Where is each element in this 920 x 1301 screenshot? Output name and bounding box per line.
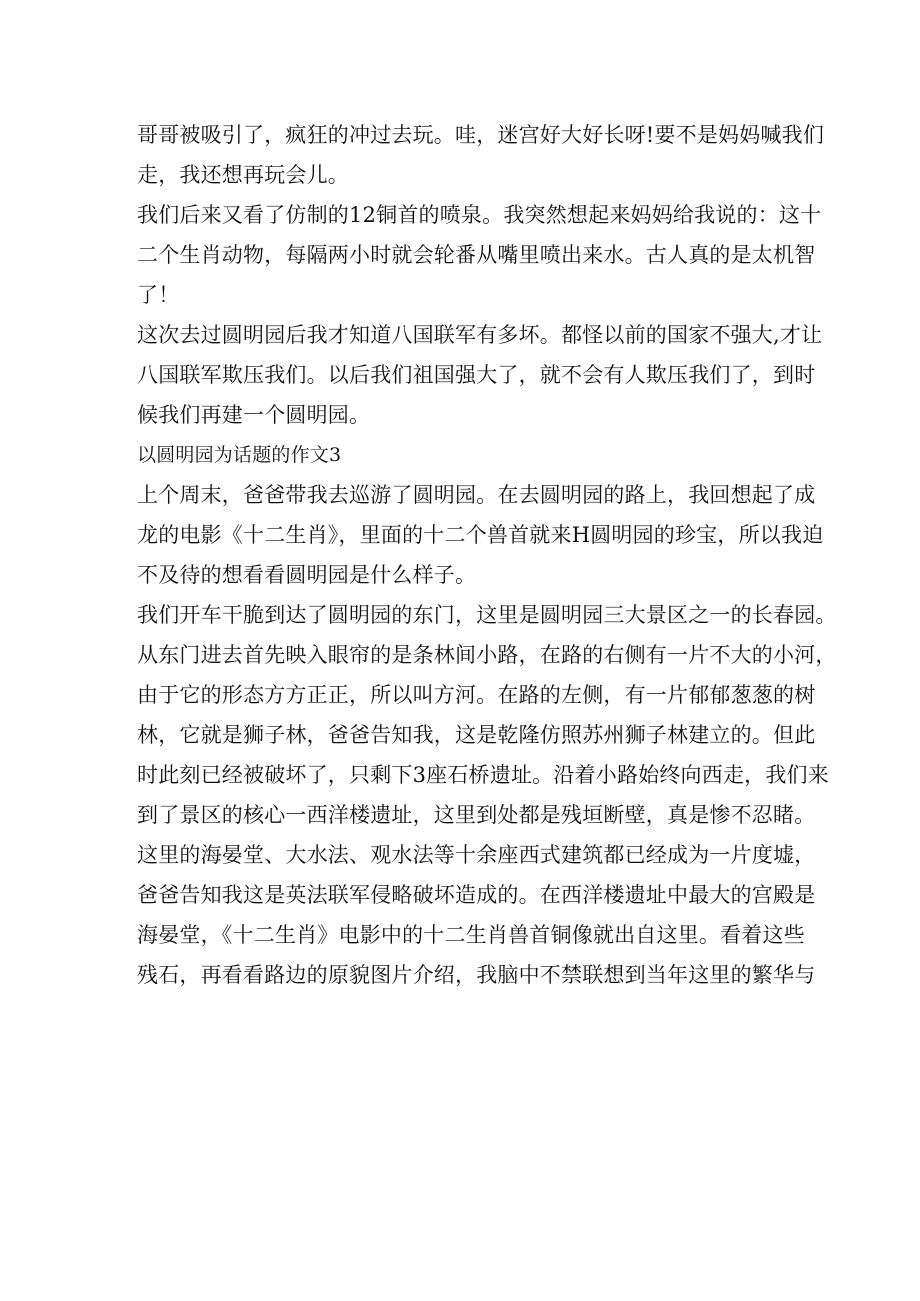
paragraph xyxy=(137,475,824,595)
text-line: 不及待的想看看圆明园是什么样子。 xyxy=(137,563,477,587)
text-line: 从东门进去首先映入眼帘的是条林间小路，在路的右侧有一片不大的小河， xyxy=(137,643,837,667)
text-line: 八国联军欺压我们。以后我们祖国强大了，就不会有人欺压我们了，到时 xyxy=(137,363,816,387)
text-line: 我们开车干脆到达了圆明园的东门，这里是圆明园三大景区之一的长春园。 xyxy=(137,603,837,627)
document-body xyxy=(137,115,837,995)
section-heading xyxy=(137,435,792,475)
text-line: 哥哥被吸引了，疯狂的冲过去玩。哇，迷宫好大好长呀!要不是妈妈喊我们 xyxy=(137,123,825,147)
text-line: 二个生肖动物，每隔两小时就会轮番从嘴里喷出来水。古人真的是太机智 xyxy=(137,243,816,267)
text-line: 林，它就是狮子林，爸爸告知我，这是乾隆仿照苏州狮子林建立的。但此 xyxy=(137,723,816,747)
text-line: 龙的电影《十二生肖》，里面的十二个兽首就来H圆明园的珍宝，所以我迫 xyxy=(137,523,824,547)
paragraph xyxy=(137,315,823,435)
text-line: 上个周末，爸爸带我去巡游了圆明园。在去圆明园的路上，我回想起了成 xyxy=(137,483,816,507)
text-line: 由于它的形态方方正正，所以叫方河。在路的左侧，有一片郁郁葱葱的树 xyxy=(137,683,816,707)
heading-text: 以圆明园为话题的作文3 xyxy=(137,444,342,466)
text-line: 走，我还想再玩会儿。 xyxy=(137,163,349,187)
text-line: 时此刻已经被破坏了，只剩下3座石桥遗址。沿着小路始终向西走，我们来 xyxy=(137,763,829,787)
text-line: 海晏堂，《十二生肖》电影中的十二生肖兽首铜像就出自这里。看着这些 xyxy=(137,923,805,947)
paragraph xyxy=(137,595,837,995)
text-line: 这里的海晏堂、大水法、观水法等十余座西式建筑都已经成为一片度墟， xyxy=(137,843,816,867)
text-line: 了！ xyxy=(137,283,180,307)
text-line: 候我们再建一个圆明园。 xyxy=(137,403,371,427)
text-line: 爸爸告知我这是英法联军侵略破坏造成的。在西洋楼遗址中最大的宫殿是 xyxy=(137,883,816,907)
text-line: 这次去过圆明园后我才知道八国联军有多坏。都怪以前的国家不强大,才让 xyxy=(137,323,823,347)
text-line: 到了景区的核心一西洋楼遗址，这里到处都是残垣断壁，真是惨不忍睹。 xyxy=(137,803,816,827)
text-line: 我们后来又看了仿制的12铜首的喷泉。我突然想起来妈妈给我说的：这十 xyxy=(137,203,822,227)
text-line: 残石，再看看路边的原貌图片介绍，我脑中不禁联想到当年这里的繁华与 xyxy=(137,963,816,987)
paragraph xyxy=(137,195,822,315)
paragraph xyxy=(137,115,825,195)
